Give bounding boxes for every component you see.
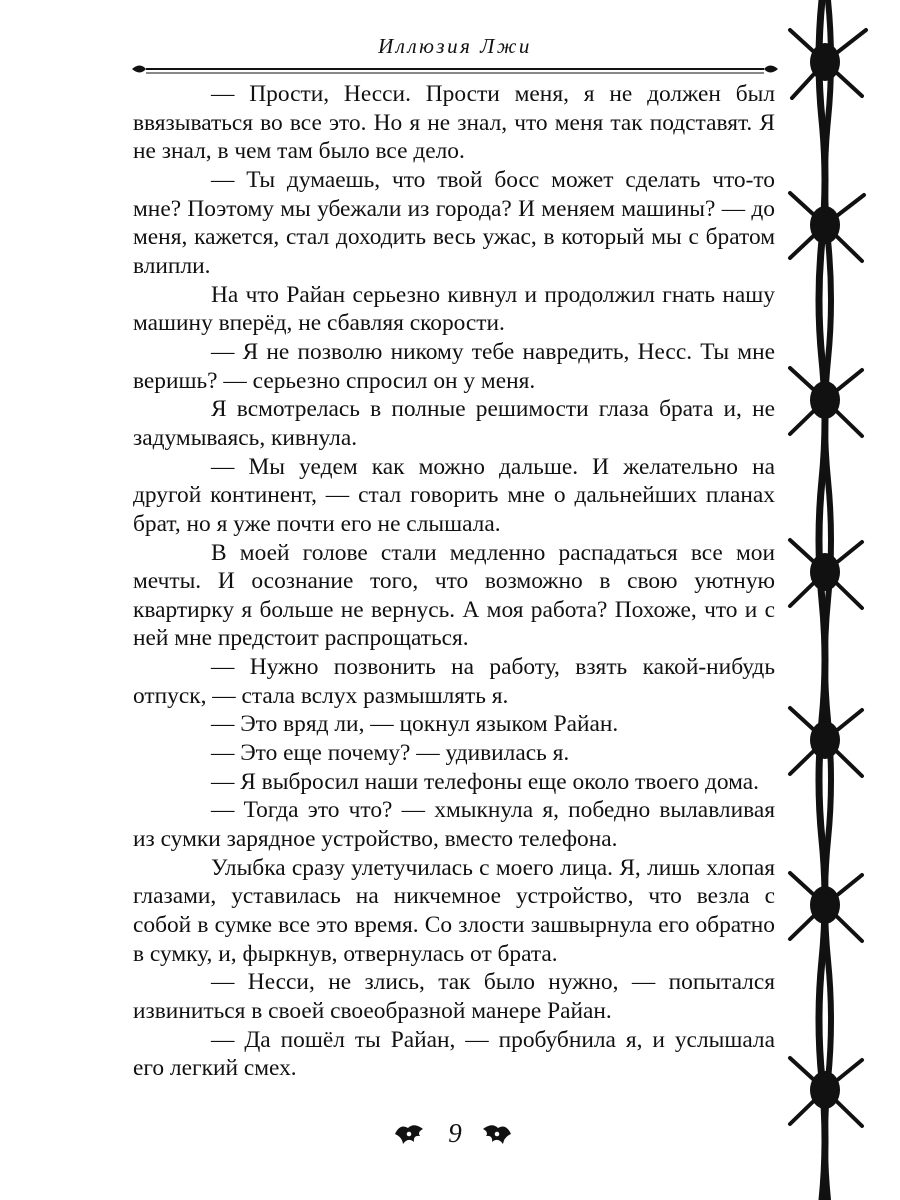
ornament-left-icon <box>392 1120 426 1148</box>
running-header-title: Иллюзия Лжи <box>378 34 532 58</box>
paragraph: — Я выбросил наши телефоны еще около твоего дома. <box>211 768 760 795</box>
header-ornamental-rule <box>130 62 780 76</box>
paragraph: — Это вряд ли, — цокнул языком Райан. <box>211 711 619 738</box>
paragraph: На что Райан серьезно кивнул и продолжил гнать нашу машину вперёд, не сбавляя скорости. <box>133 281 775 337</box>
ornament-right-icon <box>480 1120 514 1148</box>
paragraph: — Нужно позвонить на работу, взять какой-нибудь отпуск, — стала вслух размышлять я. <box>133 654 775 709</box>
paragraph: — Мы уедем как можно дальше. И желательно на другой континент, — стал говорить мне о дальнейших планах брат, но я уже почти его не слышала. <box>133 453 775 537</box>
paragraph: Я всмотрелась в полные решимости глаза брата и, не задумываясь, кивнула. <box>133 396 775 451</box>
paragraph: — Ты думаешь, что твой босс может сделать что-то мне? Поэтому мы убежали из города? И меняем машины? — до меня, кажется, стал доходить весь ужас, в который мы с братом влипли. <box>133 166 775 279</box>
paragraph: — Я не позволю никому тебе навредить, Несс. Ты мне веришь? — серьезно спросил он у меня. <box>133 338 775 394</box>
paragraph: В моей голове стали медленно распадаться все мои мечты. И осознание того, что возможно в свою уютную квартирку я больше не вернусь. А моя работа? Похоже, что и с ней мне предстоит распрощаться. <box>133 539 775 652</box>
paragraph: — Да пошёл ты Райан, — пробубнила я, и услышала его легкий смех. <box>133 1026 775 1082</box>
paragraph: — Прости, Несси. Прости меня, я не должен был ввязываться во все это. Но я не знал, что меня так подставят. Я не знал, в чем там было все дело. <box>133 81 775 165</box>
body-text <box>133 80 775 1083</box>
barbed-wire-border <box>776 0 900 1200</box>
paragraph: — Это еще почему? — удивилась я. <box>211 740 570 767</box>
page-footer <box>330 1116 580 1152</box>
paragraph: — Тогда это что? — хмыкнула я, победно вылавливая из сумки зарядное устройство, вместо телефона. <box>133 797 775 853</box>
paragraph: — Несси, не злись, так было нужно, — попытался извиниться в своей своеобразной манере Райан. <box>133 969 775 1024</box>
page-number: 9 <box>448 1118 462 1148</box>
paragraph: Улыбка сразу улетучилась с моего лица. Я, лишь хлопая глазами, уставилась на никчемное устройство, что везла с собой в сумке все это время. Со злости зашвырнула его обратно в сумку, и, фыркнув, отвернулась от брата. <box>133 854 775 967</box>
